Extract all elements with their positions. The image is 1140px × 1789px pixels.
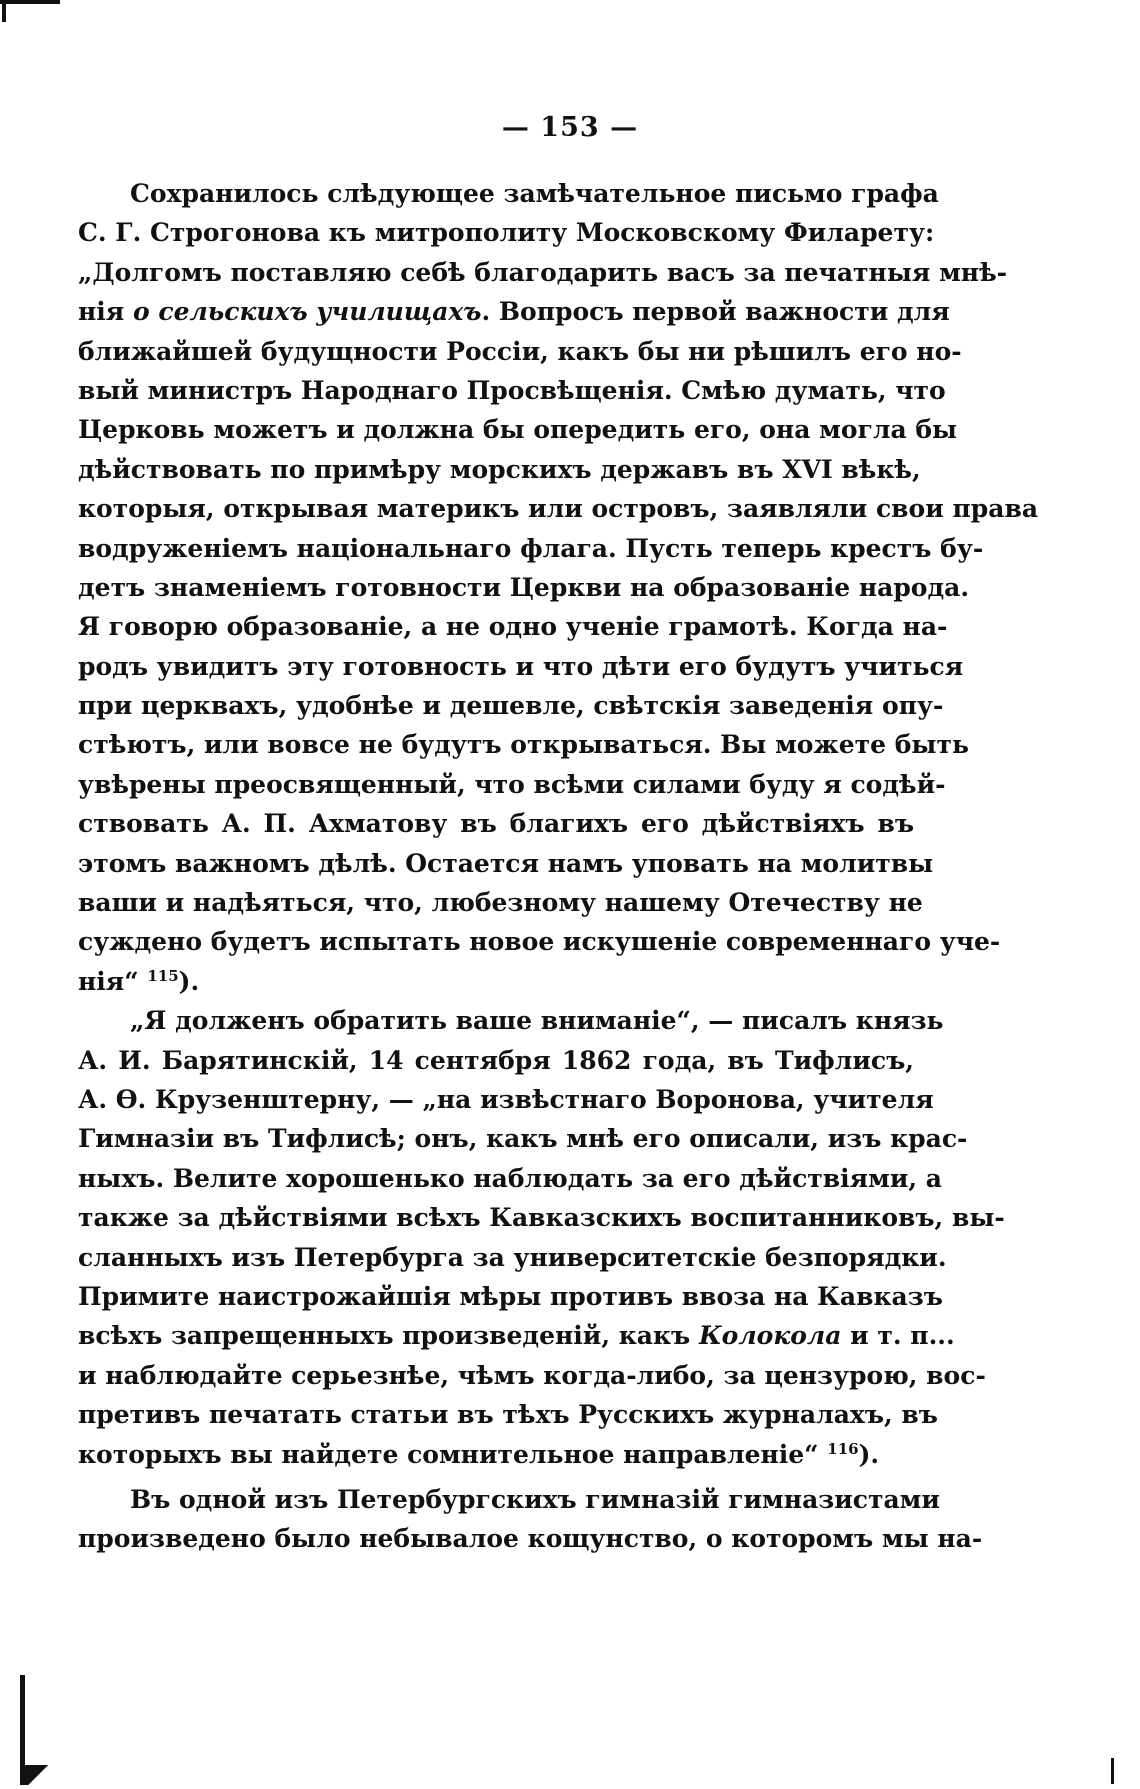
text-line: детъ знаменіемъ готовности Церкви на образованіе народа. (78, 572, 970, 602)
footnote-marker: 116 (827, 1439, 859, 1458)
text-line: Примите наистрожайшія мѣры противъ ввоза на Кавказъ (78, 1281, 943, 1311)
text-line: и наблюдайте серьезнѣе, чѣмъ когда-либо, за цензурою, вос- (78, 1360, 986, 1390)
scan-edge-mark (1111, 1758, 1114, 1784)
text-line (78, 1316, 955, 1355)
text-line: А. И. Барятинскій, 14 сентября 1862 года, въ Тифлисъ, (78, 1045, 914, 1075)
text-fragment: . Вопросъ первой важности для (481, 297, 950, 327)
text-line: стѣютъ, или вовсе не будутъ открываться. Вы можете быть (78, 730, 969, 760)
text-line: сланныхъ изъ Петербурга за университетскіе безпорядки. (78, 1242, 947, 1272)
text-line: дѣйствовать по примѣру морскихъ державъ въ XVI вѣкѣ, (78, 454, 921, 484)
paragraph (78, 174, 1039, 1001)
text-line: А. Ѳ. Крузенштерну, — „на извѣстнаго Воронова, учителя (78, 1084, 934, 1114)
text-line: „Я долженъ обратить ваше вниманіе“, — писалъ князь (130, 1006, 944, 1036)
text-line: Въ одной изъ Петербургскихъ гимназій гимназистами (130, 1484, 940, 1514)
text-line (78, 962, 914, 1001)
text-line: при церквахъ, удобнѣе и дешевле, свѣтскія заведенія опу- (78, 691, 944, 721)
scan-edge-mark (2, 0, 6, 22)
text-line: водруженіемъ національнаго флага. Пусть теперь крестъ бу- (78, 533, 984, 563)
paragraph (78, 1480, 983, 1559)
text-line: Сохранилось слѣдующее замѣчательное письмо графа (130, 179, 939, 208)
text-line: претивъ печатать статьи въ тѣхъ Русскихъ журналахъ, въ (78, 1400, 938, 1430)
text-line (78, 1435, 914, 1474)
text-line: С. Г. Строгонова къ митрополиту Московскому Филарету: (78, 218, 935, 248)
text-fragment: нія“ (78, 966, 148, 996)
text-line: ближайшей будущности Россіи, какъ бы ни рѣшилъ его но- (78, 336, 962, 366)
text-fragment: и т. п... (841, 1321, 955, 1351)
text-line: Церковь можетъ и должна бы опередить его, она могла бы (78, 415, 958, 445)
text-fragment: нія (78, 297, 133, 327)
text-line: Гимназіи въ Тифлисѣ; онъ, какъ мнѣ его описали, изъ крас- (78, 1124, 968, 1154)
text-line: ваши и надѣяться, что, любезному нашему Отечеству не (78, 888, 923, 918)
text-line: этомъ важномъ дѣлѣ. Остается намъ уповать на молитвы (78, 848, 934, 878)
text-line: „Долгомъ поставляю себѣ благодарить васъ за печатныя мнѣ- (78, 257, 1008, 287)
text-line: Я говорю образованіе, а не одно ученіе грамотѣ. Когда на- (78, 612, 948, 642)
page-number: — 153 — (501, 112, 639, 143)
text-line: ныхъ. Велите хорошенько наблюдать за его дѣйствіями, а (78, 1163, 942, 1193)
text-line: ствовать А. П. Ахматову въ благихъ его дѣйствіяхъ въ (78, 809, 914, 839)
text-line: суждено будетъ испытать новое искушеніе современнаго уче- (78, 927, 1001, 957)
scan-edge-mark (0, 0, 60, 4)
text-line: произведено было небывалое кощунство, о которомъ мы на- (78, 1524, 983, 1554)
paragraph (78, 1001, 1005, 1474)
footnote-marker: 115 (147, 966, 179, 985)
text-body (78, 174, 1039, 1559)
text-fragment: ). (858, 1439, 880, 1469)
text-line: родъ увидитъ эту готовность и что дѣти его будутъ учиться (78, 651, 964, 681)
text-fragment: всѣхъ запрещенныхъ произведеній, какъ (78, 1321, 699, 1351)
italic-title: Колокола (698, 1321, 842, 1351)
italic-title: о сельскихъ училищахъ (132, 297, 482, 327)
text-fragment: которыхъ вы найдете сомнительное направленіе“ (78, 1439, 828, 1469)
text-line: вый министръ Народнаго Просвѣщенія. Смѣю думать, что (78, 375, 946, 405)
scan-edge-mark (20, 1765, 56, 1785)
text-line: которыя, открывая материкъ или островъ, заявляли свои права (78, 494, 1039, 524)
text-line: также за дѣйствіями всѣхъ Кавказскихъ воспитанниковъ, вы- (78, 1203, 1005, 1233)
text-fragment: ). (178, 966, 200, 996)
text-line (78, 292, 950, 331)
text-line: увѣрены преосвященный, что всѣми силами буду я содѣй- (78, 769, 946, 799)
